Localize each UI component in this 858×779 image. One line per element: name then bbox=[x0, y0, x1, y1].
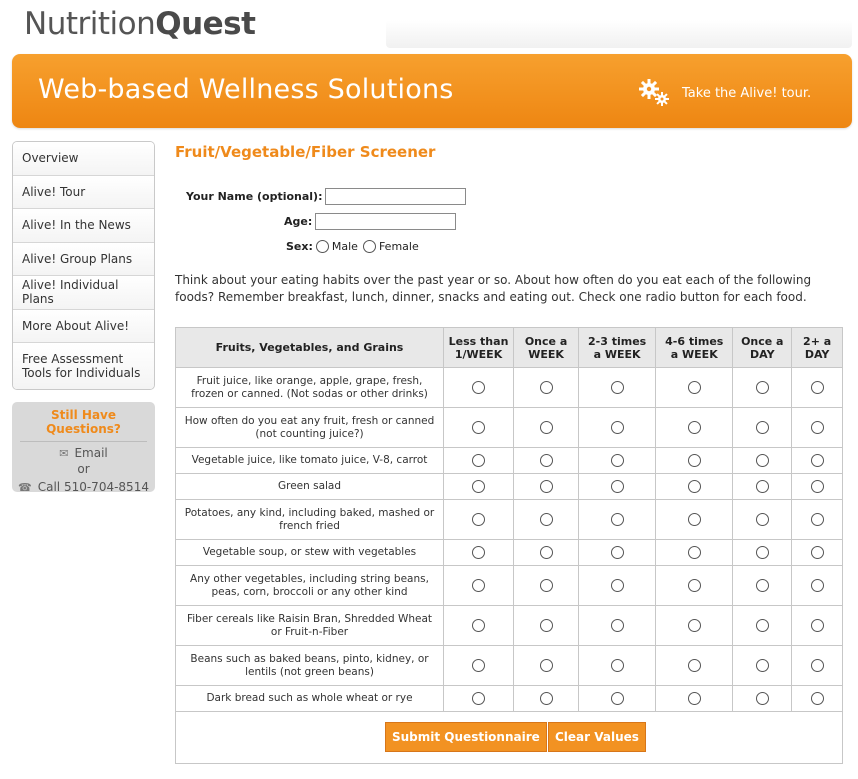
frequency-radio[interactable] bbox=[756, 619, 769, 632]
frequency-radio[interactable] bbox=[811, 546, 824, 559]
frequency-radio[interactable] bbox=[688, 546, 701, 559]
questions-title: Still Have Questions? bbox=[20, 402, 147, 442]
age-label: Age: bbox=[284, 215, 313, 228]
table-row bbox=[176, 474, 843, 500]
frequency-radio[interactable] bbox=[611, 421, 624, 434]
column-header: Fruits, Vegetables, and Grains bbox=[176, 328, 444, 368]
frequency-radio[interactable] bbox=[811, 579, 824, 592]
table-row bbox=[176, 368, 843, 408]
frequency-radio[interactable] bbox=[611, 579, 624, 592]
frequency-radio[interactable] bbox=[811, 692, 824, 705]
frequency-radio[interactable] bbox=[472, 454, 485, 467]
age-input[interactable] bbox=[315, 213, 456, 230]
sidebar-item-alive-tour[interactable]: Alive! Tour bbox=[13, 176, 154, 210]
frequency-radio[interactable] bbox=[688, 421, 701, 434]
frequency-radio[interactable] bbox=[611, 454, 624, 467]
table-row bbox=[176, 408, 843, 448]
frequency-radio[interactable] bbox=[756, 381, 769, 394]
sex-label: Sex: bbox=[286, 240, 313, 253]
food-label: Beans such as baked beans, pinto, kidney, or lentils (not green beans) bbox=[176, 646, 444, 686]
frequency-radio[interactable] bbox=[472, 513, 485, 526]
name-row bbox=[186, 188, 466, 205]
frequency-radio[interactable] bbox=[811, 619, 824, 632]
banner-tagline: Web-based Wellness Solutions bbox=[38, 74, 454, 105]
sex-female-radio[interactable] bbox=[363, 240, 376, 253]
phone-label: Call 510-704-8514 bbox=[37, 480, 149, 494]
frequency-radio[interactable] bbox=[472, 619, 485, 632]
frequency-radio[interactable] bbox=[540, 513, 553, 526]
sex-female-label: Female bbox=[378, 240, 419, 253]
food-label: Green salad bbox=[176, 474, 444, 500]
table-row bbox=[176, 500, 843, 540]
frequency-radio[interactable] bbox=[540, 692, 553, 705]
email-label: Email bbox=[74, 446, 108, 460]
frequency-radio[interactable] bbox=[611, 513, 624, 526]
or-text: or bbox=[77, 462, 90, 476]
frequency-radio[interactable] bbox=[540, 546, 553, 559]
frequency-radio[interactable] bbox=[688, 513, 701, 526]
frequency-radio[interactable] bbox=[688, 381, 701, 394]
frequency-radio[interactable] bbox=[540, 480, 553, 493]
take-tour-label: Take the Alive! tour. bbox=[682, 85, 812, 101]
frequency-radio[interactable] bbox=[756, 513, 769, 526]
frequency-radio[interactable] bbox=[811, 421, 824, 434]
food-label: Any other vegetables, including string beans, peas, corn, broccoli or any other kind bbox=[176, 566, 444, 606]
frequency-radio[interactable] bbox=[756, 480, 769, 493]
frequency-radio[interactable] bbox=[688, 692, 701, 705]
gears-icon bbox=[638, 78, 672, 108]
take-tour-link[interactable] bbox=[638, 76, 811, 110]
table-row bbox=[176, 566, 843, 606]
food-label: Potatoes, any kind, including baked, mashed or french fried bbox=[176, 500, 444, 540]
table-header-row bbox=[176, 328, 843, 368]
logo-light-text: Nutrition bbox=[24, 6, 156, 42]
sidebar-item-free-assessment-tools[interactable]: Free Assessment Tools for Individuals bbox=[13, 343, 154, 389]
frequency-radio[interactable] bbox=[611, 659, 624, 672]
table-row bbox=[176, 606, 843, 646]
sex-male-label: Male bbox=[331, 240, 358, 253]
nutritionquest-logo[interactable] bbox=[24, 6, 255, 42]
phone-icon: ☎ bbox=[18, 481, 32, 494]
sidebar-item-alive-in-the-news[interactable]: Alive! In the News bbox=[13, 209, 154, 243]
instructions-text: Think about your eating habits over the past year or so. About how often do you eat each of the following foods? Remember breakfast, lunch, dinner, snacks and eating out. Check one radio button for each food. bbox=[175, 273, 812, 304]
food-label: Fiber cereals like Raisin Bran, Shredded Wheat or Fruit-n-Fiber bbox=[176, 606, 444, 646]
banner bbox=[12, 54, 852, 128]
column-header: 2-3 times a WEEK bbox=[579, 328, 656, 368]
frequency-radio[interactable] bbox=[540, 619, 553, 632]
sidebar-item-more-about-alive[interactable]: More About Alive! bbox=[13, 310, 154, 344]
submit-questionnaire-button[interactable]: Submit Questionnaire bbox=[385, 722, 547, 752]
page-title: Fruit/Vegetable/Fiber Screener bbox=[175, 143, 436, 161]
frequency-radio[interactable] bbox=[611, 381, 624, 394]
frequency-radio[interactable] bbox=[540, 454, 553, 467]
frequency-radio[interactable] bbox=[756, 579, 769, 592]
phone-link[interactable] bbox=[12, 480, 155, 494]
frequency-radio[interactable] bbox=[756, 692, 769, 705]
frequency-radio[interactable] bbox=[756, 454, 769, 467]
screener-table bbox=[175, 327, 843, 712]
table-row bbox=[176, 540, 843, 566]
frequency-radio[interactable] bbox=[611, 692, 624, 705]
frequency-radio[interactable] bbox=[688, 454, 701, 467]
frequency-radio[interactable] bbox=[811, 480, 824, 493]
frequency-radio[interactable] bbox=[472, 381, 485, 394]
frequency-radio[interactable] bbox=[756, 659, 769, 672]
email-link[interactable] bbox=[12, 446, 155, 460]
name-label: Your Name (optional): bbox=[186, 190, 323, 203]
frequency-radio[interactable] bbox=[811, 454, 824, 467]
column-header: Once a WEEK bbox=[514, 328, 579, 368]
frequency-radio[interactable] bbox=[811, 381, 824, 394]
frequency-radio[interactable] bbox=[688, 480, 701, 493]
frequency-radio[interactable] bbox=[811, 513, 824, 526]
frequency-radio[interactable] bbox=[472, 579, 485, 592]
table-row bbox=[176, 646, 843, 686]
frequency-radio[interactable] bbox=[472, 692, 485, 705]
form-actions bbox=[175, 711, 843, 764]
frequency-radio[interactable] bbox=[688, 659, 701, 672]
column-header: 4-6 times a WEEK bbox=[656, 328, 733, 368]
frequency-radio[interactable] bbox=[688, 579, 701, 592]
food-label: Vegetable soup, or stew with vegetables bbox=[176, 540, 444, 566]
frequency-radio[interactable] bbox=[611, 480, 624, 493]
column-header: 2+ a DAY bbox=[792, 328, 843, 368]
sidebar-nav bbox=[12, 141, 155, 390]
sidebar-item-overview[interactable]: Overview bbox=[13, 142, 154, 176]
column-header: Less than 1/WEEK bbox=[444, 328, 514, 368]
frequency-radio[interactable] bbox=[472, 659, 485, 672]
food-label: Vegetable juice, like tomato juice, V-8, carrot bbox=[176, 448, 444, 474]
frequency-radio[interactable] bbox=[540, 579, 553, 592]
sex-options bbox=[316, 240, 424, 253]
food-label: Fruit juice, like orange, apple, grape, fresh, frozen or canned. (Not sodas or other drinks) bbox=[176, 368, 444, 408]
column-header: Once a DAY bbox=[733, 328, 792, 368]
table-row bbox=[176, 686, 843, 712]
frequency-radio[interactable] bbox=[756, 421, 769, 434]
frequency-radio[interactable] bbox=[688, 619, 701, 632]
food-label: Dark bread such as whole wheat or rye bbox=[176, 686, 444, 712]
header-bar bbox=[386, 20, 852, 48]
logo-bold-text: Quest bbox=[155, 6, 256, 42]
age-row bbox=[284, 213, 456, 230]
name-input[interactable] bbox=[325, 188, 466, 205]
questions-box bbox=[12, 402, 155, 492]
frequency-radio[interactable] bbox=[540, 381, 553, 394]
frequency-radio[interactable] bbox=[540, 421, 553, 434]
clear-values-button[interactable]: Clear Values bbox=[548, 722, 646, 752]
frequency-radio[interactable] bbox=[540, 659, 553, 672]
frequency-radio[interactable] bbox=[811, 659, 824, 672]
frequency-radio[interactable] bbox=[472, 421, 485, 434]
sex-male-radio[interactable] bbox=[316, 240, 329, 253]
frequency-radio[interactable] bbox=[611, 619, 624, 632]
envelope-icon: ✉ bbox=[59, 447, 69, 460]
sidebar-item-alive-group-plans[interactable]: Alive! Group Plans bbox=[13, 243, 154, 277]
frequency-radio[interactable] bbox=[472, 480, 485, 493]
frequency-radio[interactable] bbox=[611, 546, 624, 559]
food-label: How often do you eat any fruit, fresh or canned (not counting juice?) bbox=[176, 408, 444, 448]
sidebar-item-alive-individual-plans[interactable]: Alive! Individual Plans bbox=[13, 276, 154, 310]
frequency-radio[interactable] bbox=[756, 546, 769, 559]
sex-row bbox=[286, 240, 424, 253]
table-row bbox=[176, 448, 843, 474]
frequency-radio[interactable] bbox=[472, 546, 485, 559]
